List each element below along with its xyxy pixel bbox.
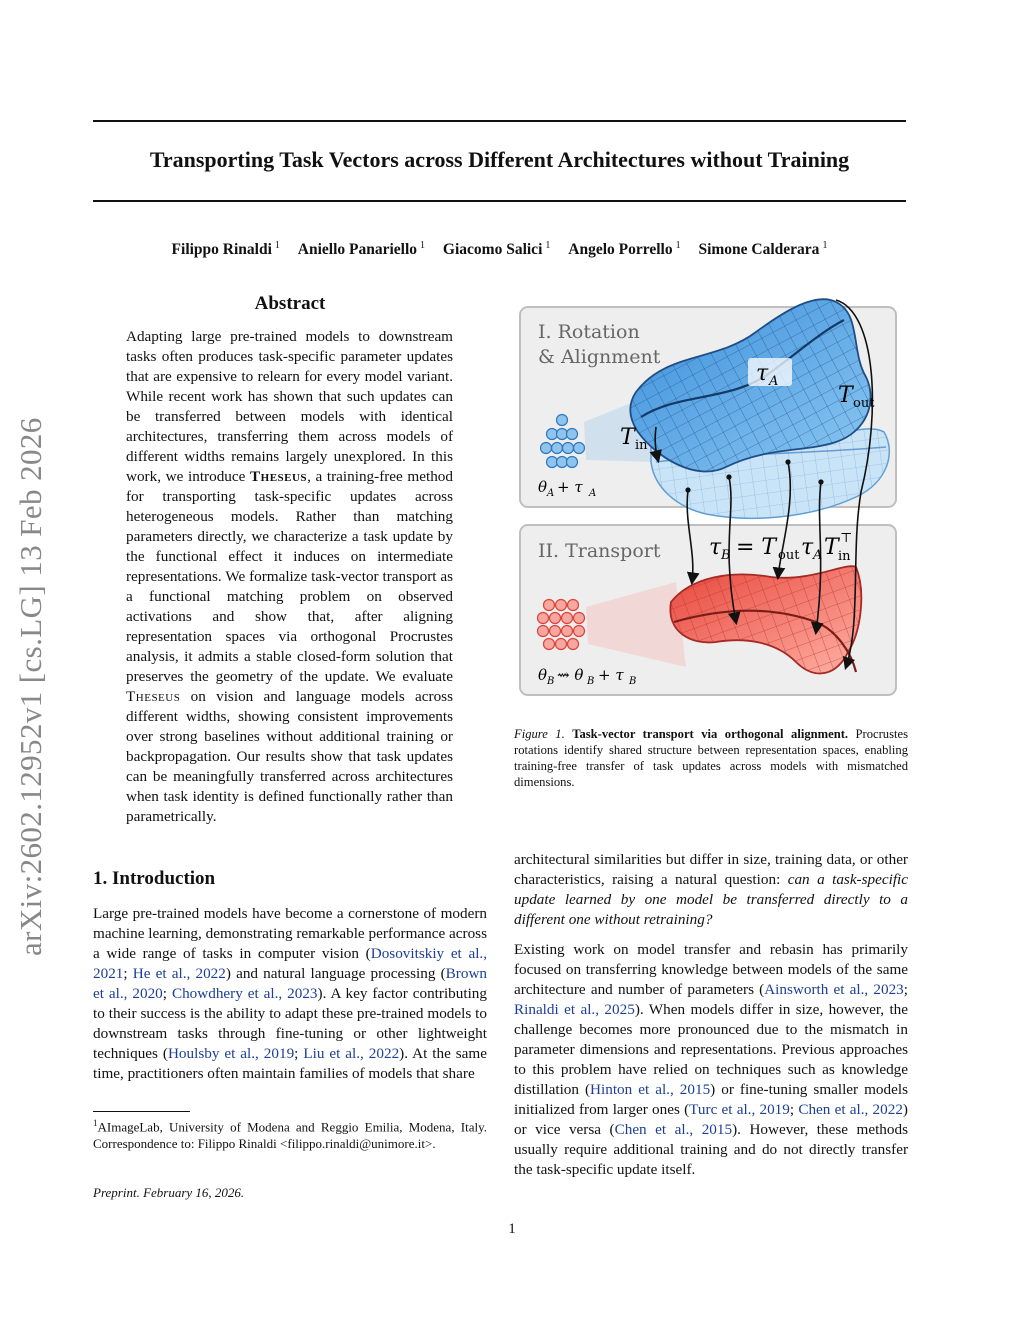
citation-link[interactable]: He et al., 2022: [132, 965, 226, 982]
right-column-body: [514, 850, 908, 1180]
citation-link[interactable]: Dosovitskiy et al., 2021: [93, 945, 488, 982]
panel-1-title: I. Rotation: [538, 321, 640, 343]
svg-text:+ τ: + τ: [598, 666, 624, 684]
svg-text:θ: θ: [538, 478, 548, 496]
svg-text:A: A: [547, 488, 555, 499]
svg-text:θ: θ: [538, 666, 548, 684]
method-name: Theseus: [126, 688, 181, 705]
svg-text:⇝ θ: ⇝ θ: [557, 666, 584, 684]
svg-text:T: T: [824, 535, 839, 560]
svg-text:A: A: [589, 488, 597, 499]
citation-link[interactable]: Hinton et al., 2015: [590, 1081, 711, 1098]
author: Aniello Panariello $^1$: [297, 240, 426, 259]
svg-text:A: A: [813, 548, 823, 563]
citation-link[interactable]: Houlsby et al., 2019: [167, 1045, 295, 1062]
top-rule: [93, 120, 906, 122]
svg-text:τ: τ: [756, 361, 769, 386]
author: Simone Calderara $^1$: [698, 240, 828, 259]
method-name: Theseus: [250, 468, 308, 485]
citation-link[interactable]: Chen et al., 2015: [614, 1121, 733, 1138]
svg-text:in: in: [838, 549, 851, 564]
citation-link[interactable]: Brown et al., 2020: [93, 965, 487, 1002]
citation-link[interactable]: Chen et al., 2022: [798, 1101, 903, 1118]
figure-1-caption: Figure 1. Task-vector transport via orthogonal alignment. Procrustes rotations identify shared structure between representation spaces, enabling training-free transfer of task updates across models with mismatched dimensions.: [514, 727, 908, 789]
citation-link[interactable]: Chowdhery et al., 2023: [171, 985, 318, 1002]
svg-text:+ τ: + τ: [557, 478, 583, 496]
author-list: [93, 235, 906, 261]
body-paragraph: architectural similarities but differ in size, training data, or other characteristics, raising a natural question: can a task-specific update learned by one model be transferred directly to a different one without retraining?: [514, 851, 909, 928]
svg-text:B: B: [547, 676, 555, 687]
svg-text:T: T: [620, 425, 635, 450]
svg-text:τ: τ: [801, 535, 814, 560]
citation-link[interactable]: Ainsworth et al., 2023: [764, 981, 904, 998]
svg-text:out: out: [853, 396, 875, 411]
paper-title: Transporting Task Vectors across Different Architectures without Training: [149, 147, 850, 172]
citation-link[interactable]: Liu et al., 2022: [303, 1045, 400, 1062]
svg-text:out: out: [778, 548, 800, 563]
svg-text:B: B: [629, 676, 637, 687]
abstract-body: [126, 327, 453, 827]
svg-text:T: T: [838, 383, 853, 408]
svg-text:⊤: ⊤: [840, 531, 853, 546]
citation-link[interactable]: Rinaldi et al., 2025: [514, 1001, 635, 1018]
intro-paragraph: Large pre-trained models have become a cornerstone of modern machine learning, demonstrating remarkable performance across a wide range of tasks in computer vision (Dosovitskiy et al., 2021; He et al., 2022) and natural language processing (Brown et al., 2020; Chowdhery et al., 2023). A key factor contributing to their success is the ability to adapt these pre-trained models to downstream tasks through fine-tuning or other lightweight techniques (Houlsby et al., 2019; Liu et al., 2022). At the same time, practitioners often maintain families of models that share: [93, 905, 488, 1082]
abstract-paragraph: Adapting large pre-trained models to downstream tasks often produces task-specific parameter updates that are expensive to relearn for every model variant. While recent work has shown that such updates can be transferred between models with identical architectures, transferring them across models of different widths remains largely unexplored. In this work, we introduce Theseus, a training-free method for transporting task-specific updates across heterogeneous models. Rather than matching parameters directly, we characterize a task update by the functional effect it induces on intermediate representations. We formalize task-vector transport as a functional matching problem on observed activations and show that, after aligning representation spaces via orthogonal Procrustes analysis, it admits a stable closed-form solution that preserves the geometry of the update. We evaluate Theseus on vision and language models across different widths, showing consistent improvements over strong baselines without additional training or backpropagation. Our results show that task updates can be meaningfully transferred across architectures when task identity is defined functionally rather than parametrically.: [126, 328, 453, 825]
panel-1-subtitle: & Alignment: [538, 346, 661, 368]
preprint-notice: Preprint. February 16, 2026.: [93, 1185, 245, 1200]
svg-text:B: B: [721, 548, 731, 563]
arxiv-identifier[interactable]: arXiv:2602.12952v1 [cs.LG] 13 Feb 2026: [13, 417, 48, 956]
svg-text:τ: τ: [709, 535, 722, 560]
footnote-rule: [93, 1111, 190, 1112]
section-heading-introduction: 1. Introduction: [93, 868, 216, 889]
author: Filippo Rinaldi $^1$: [171, 240, 280, 259]
author: Angelo Porrello $^1$: [568, 240, 681, 259]
svg-text:in: in: [635, 438, 648, 453]
panel-2-title: II. Transport: [538, 540, 661, 562]
affiliation-footnote: $^1$AImageLab, University of Modena and Reggio Emilia, Modena, Italy. Correspondence to: Filippo Rinaldi <filippo.rinaldi@unimore.it>.: [93, 1118, 487, 1152]
abstract-heading: Abstract: [254, 293, 326, 314]
citation-link[interactable]: Turc et al., 2019: [689, 1101, 790, 1118]
tau-a-label: [748, 358, 792, 389]
svg-text:A: A: [769, 374, 779, 389]
title-bottom-rule: [93, 200, 906, 202]
figure-1: [516, 292, 906, 722]
introduction-body: [93, 904, 487, 1084]
page-number: 1: [508, 1221, 516, 1237]
author: Giacomo Salici $^1$: [442, 240, 551, 259]
body-paragraph: Existing work on model transfer and rebasin has primarily focused on transferring knowledge between models of the same architecture and number of parameters (Ainsworth et al., 2023; Rinaldi et al., 2025). When models differ in size, however, the challenge becomes more pronounced due to the mismatch in parameter dimensions and representations. Previous approaches to this problem have relied on techniques such as knowledge distillation (Hinton et al., 2015) or fine-tuning smaller models initialized from larger ones (Turc et al., 2019; Chen et al., 2022) or vice versa (Chen et al., 2015). However, these methods usually require additional training and do not directly transfer the task-specific update itself.: [514, 941, 909, 1178]
svg-text:= T: = T: [736, 535, 777, 560]
svg-text:B: B: [587, 676, 595, 687]
